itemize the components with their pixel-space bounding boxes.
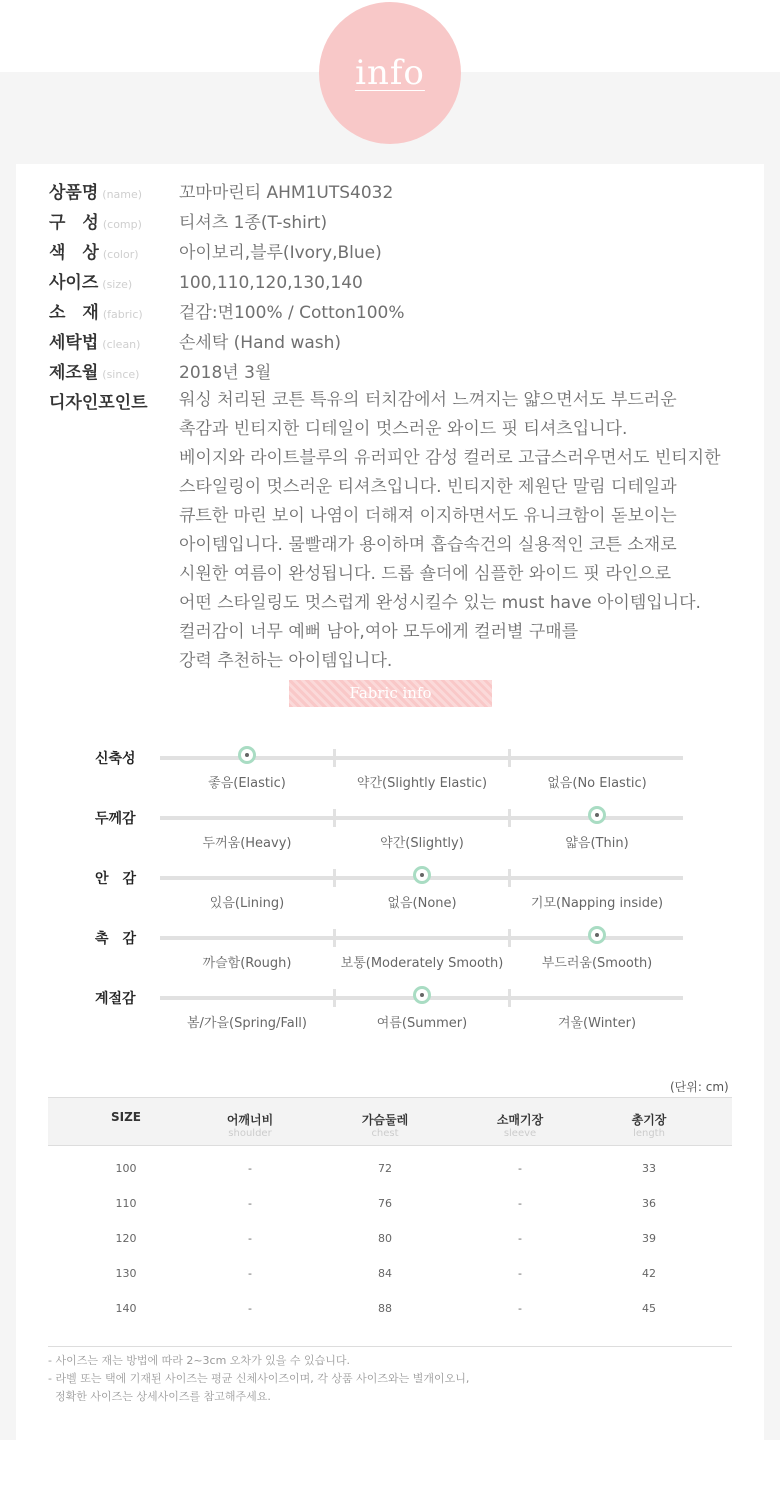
info-key-sub: (since) <box>102 368 140 381</box>
info-key-sub: (color) <box>102 248 139 261</box>
info-row <box>49 238 382 268</box>
info-value: 겉감:면100% / Cotton100% <box>179 303 405 323</box>
design-line: 베이지와 라이트블루의 유러피안 감성 컬러로 고급스러우면서도 빈티지한 <box>179 448 721 468</box>
fabric-scale-tick <box>333 989 336 1007</box>
design-line: 촉감과 빈티지한 디테일이 멋스러운 와이드 핏 티셔츠입니다. <box>179 419 628 439</box>
info-row <box>49 358 271 388</box>
size-table-header <box>48 1097 732 1146</box>
table-cell: - <box>248 1197 252 1210</box>
info-key <box>49 358 179 383</box>
table-cell: 140 <box>115 1302 137 1315</box>
fabric-row <box>0 811 780 876</box>
fabric-row <box>0 871 780 936</box>
header-sub: length <box>633 1128 665 1139</box>
table-cell: - <box>518 1302 522 1315</box>
info-key <box>49 208 179 233</box>
info-key-sub: (name) <box>102 188 143 201</box>
info-key-sub: (comp) <box>102 218 142 231</box>
table-row <box>48 1291 732 1326</box>
header-main: 총기장 <box>631 1113 667 1127</box>
fabric-label: 신축성 <box>95 751 136 767</box>
fabric-scale-tick <box>508 989 511 1007</box>
info-value: 2018년 3월 <box>179 363 272 383</box>
design-line: 아이템입니다. 물빨래가 용이하며 흡습속건의 실용적인 코튼 소재로 <box>179 535 677 555</box>
fabric-option: 없음(No Elastic) <box>547 776 647 791</box>
header-sub: chest <box>371 1128 399 1139</box>
info-key-label: 구 성 <box>49 213 99 233</box>
table-row <box>48 1256 732 1291</box>
size-unit: (단위: cm) <box>670 1080 729 1094</box>
fabric-option: 약간(Slightly Elastic) <box>356 776 488 791</box>
fabric-scale-tick <box>333 869 336 887</box>
fabric-option: 얇음(Thin) <box>565 836 629 851</box>
fabric-selected-marker <box>588 806 606 824</box>
info-key-label: 소 재 <box>49 303 99 323</box>
table-cell: - <box>248 1162 252 1175</box>
table-cell: - <box>248 1302 252 1315</box>
fabric-option: 보통(Moderately Smooth) <box>340 956 504 971</box>
table-cell: - <box>518 1232 522 1245</box>
info-key <box>49 328 179 353</box>
info-badge <box>319 2 461 144</box>
info-value: 아이보리,블루(Ivory,Blue) <box>179 243 382 263</box>
table-cell: 33 <box>642 1162 656 1175</box>
info-row <box>49 328 341 358</box>
info-key-label: 사이즈 <box>49 273 99 293</box>
design-line: 시원한 여름이 완성됩니다. 드롭 숄더에 심플한 와이드 핏 라인으로 <box>179 564 672 584</box>
header-sub: shoulder <box>228 1128 272 1139</box>
size-table-header-cell <box>317 1111 453 1139</box>
fabric-option: 좋음(Elastic) <box>208 776 286 791</box>
header-main: 어깨너비 <box>226 1113 274 1127</box>
design-line: 워싱 처리된 코튼 특유의 터치감에서 느껴지는 얇으면서도 부드러운 <box>179 390 677 410</box>
design-line: 컬러감이 너무 예뻐 남아,여아 모두에게 컬러별 구매를 <box>179 622 579 642</box>
fabric-option: 기모(Napping inside) <box>530 896 664 911</box>
table-cell: 45 <box>642 1302 656 1315</box>
fabric-scale-tick <box>333 749 336 767</box>
info-key-label: 제조월 <box>49 363 99 383</box>
info-key-sub: (clean) <box>102 338 141 351</box>
table-row <box>48 1221 732 1256</box>
table-cell: 72 <box>378 1162 392 1175</box>
fabric-row <box>0 931 780 996</box>
size-table-header-cell <box>58 1110 194 1124</box>
design-line: 스타일링이 멋스러운 티셔츠입니다. 빈티지한 제원단 말림 디테일과 <box>179 477 677 497</box>
info-key-label: 상품명 <box>49 183 99 203</box>
info-value: 꼬마마린티 AHM1UTS4032 <box>179 183 394 203</box>
table-row <box>48 1151 732 1186</box>
fabric-option: 두꺼움(Heavy) <box>202 836 292 851</box>
fabric-scale-tick <box>333 809 336 827</box>
fabric-option: 봄/가을(Spring/Fall) <box>186 1016 307 1031</box>
size-table <box>48 1097 732 1326</box>
table-cell: 88 <box>378 1302 392 1315</box>
info-key <box>49 298 179 323</box>
fabric-selected-marker <box>588 926 606 944</box>
table-cell: - <box>248 1267 252 1280</box>
fabric-option: 없음(None) <box>387 896 457 911</box>
fabric-option: 여름(Summer) <box>376 1016 468 1031</box>
info-value: 손세탁 (Hand wash) <box>179 333 342 353</box>
table-cell: - <box>518 1197 522 1210</box>
design-line: 강력 추천하는 아이템입니다. <box>179 651 393 671</box>
note-line: - 사이즈는 재는 방법에 따라 2~3cm 오차가 있을 수 있습니다. <box>48 1354 351 1367</box>
header-sub: sleeve <box>503 1128 537 1139</box>
table-cell: 120 <box>115 1232 137 1245</box>
table-cell: 42 <box>642 1267 656 1280</box>
size-table-header-cell <box>581 1111 717 1139</box>
fabric-option: 약간(Slightly) <box>380 836 464 851</box>
table-cell: 110 <box>115 1197 137 1210</box>
note-line: - 라벨 또는 택에 기재된 사이즈는 평균 신체사이즈이며, 각 상품 사이즈와는 별개이오니, <box>48 1372 470 1385</box>
info-row <box>49 298 405 328</box>
fabric-scale-tick <box>508 869 511 887</box>
table-row <box>48 1186 732 1221</box>
fabric-option: 부드러움(Smooth) <box>541 956 653 971</box>
info-key-label: 색 상 <box>49 243 99 263</box>
fabric-info-title: Fabric info <box>289 680 492 707</box>
info-row <box>49 208 327 238</box>
fabric-selected-marker <box>413 986 431 1004</box>
info-row <box>49 178 393 208</box>
notes-divider <box>48 1346 732 1347</box>
fabric-row <box>0 991 780 1056</box>
fabric-option: 까슬함(Rough) <box>202 956 292 971</box>
info-key <box>49 178 179 203</box>
design-point-text <box>179 386 721 676</box>
info-badge-label: info <box>355 53 425 93</box>
info-key <box>49 268 179 293</box>
size-table-header-cell <box>182 1111 318 1139</box>
header-main: 소매기장 <box>496 1113 544 1127</box>
size-table-header-cell <box>452 1111 588 1139</box>
table-cell: 130 <box>115 1267 137 1280</box>
table-cell: 100 <box>115 1162 137 1175</box>
fabric-scale-tick <box>333 929 336 947</box>
header-main: 가슴둘레 <box>361 1113 409 1127</box>
fabric-label: 두께감 <box>95 811 136 827</box>
table-cell: 76 <box>378 1197 392 1210</box>
fabric-option: 겨울(Winter) <box>557 1016 637 1031</box>
info-key-label: 세탁법 <box>49 333 99 353</box>
design-point-key: 디자인포인트 <box>49 393 148 413</box>
info-key-sub: (fabric) <box>102 308 143 321</box>
table-cell: 39 <box>642 1232 656 1245</box>
header-main: SIZE <box>110 1110 141 1124</box>
fabric-scale-tick <box>508 809 511 827</box>
note-line: 정확한 사이즈는 상세사이즈를 참고해주세요. <box>48 1390 271 1403</box>
table-cell: - <box>518 1162 522 1175</box>
fabric-label: 계절감 <box>95 991 136 1007</box>
table-cell: - <box>518 1267 522 1280</box>
size-notes <box>48 1352 469 1406</box>
info-key-sub: (size) <box>102 278 133 291</box>
fabric-label: 안 감 <box>95 871 137 887</box>
fabric-selected-marker <box>238 746 256 764</box>
info-value: 100,110,120,130,140 <box>179 273 363 293</box>
fabric-option: 있음(Lining) <box>209 896 285 911</box>
info-key <box>49 238 179 263</box>
table-cell: 80 <box>378 1232 392 1245</box>
fabric-scale-tick <box>508 749 511 767</box>
fabric-selected-marker <box>413 866 431 884</box>
table-cell: 84 <box>378 1267 392 1280</box>
table-cell: - <box>248 1232 252 1245</box>
info-value: 티셔츠 1종(T-shirt) <box>179 213 328 233</box>
fabric-row <box>0 751 780 816</box>
fabric-label: 촉 감 <box>95 931 137 947</box>
fabric-scale-tick <box>508 929 511 947</box>
design-line: 큐트한 마린 보이 나염이 더해져 이지하면서도 유니크함이 돋보이는 <box>179 506 677 526</box>
info-row <box>49 268 363 298</box>
design-line: 어떤 스타일링도 멋스럽게 완성시킬수 있는 must have 아이템입니다. <box>179 593 701 613</box>
table-cell: 36 <box>642 1197 656 1210</box>
